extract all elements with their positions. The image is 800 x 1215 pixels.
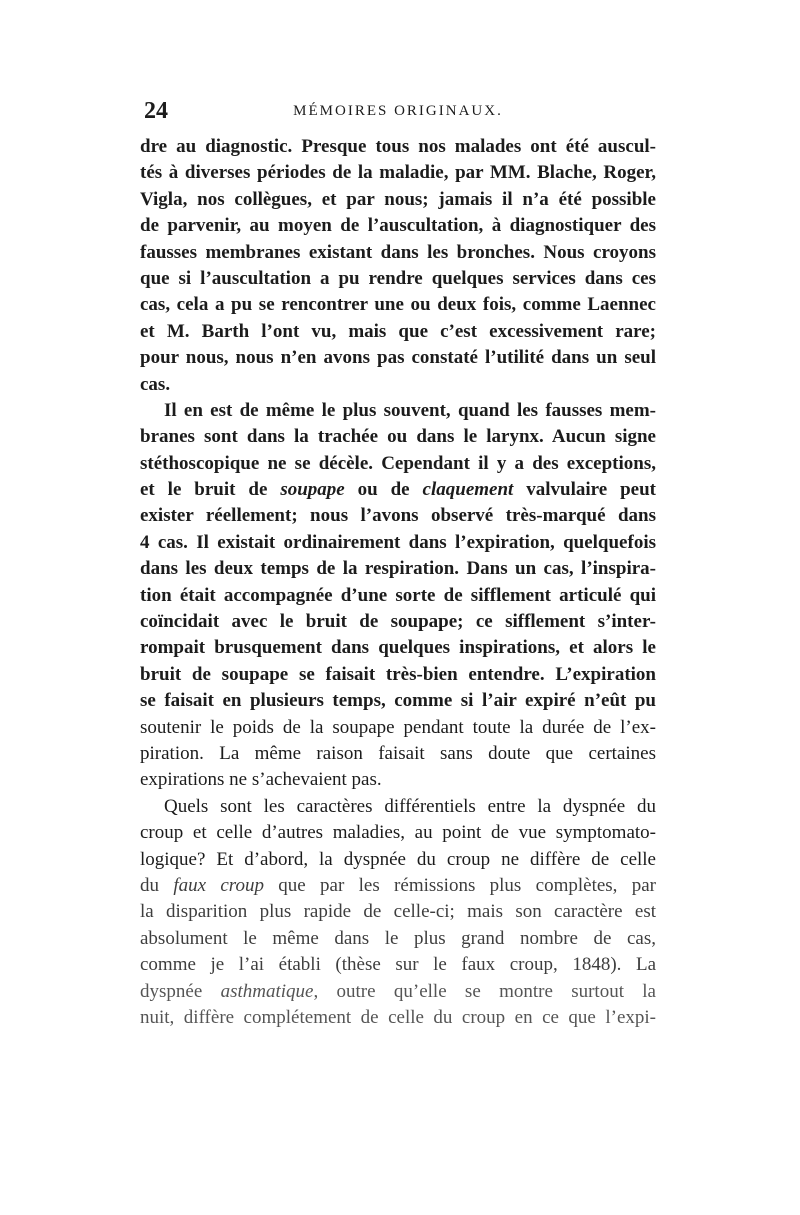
text-line: soutenir le poids de la soupape pendant toute la durée de l’ex- — [140, 716, 656, 738]
text-segment: valvulaire peut — [513, 479, 656, 501]
text-line: et M. Barth l’ont vu, mais que c’est excessivement rare; — [140, 320, 656, 342]
text-segment: du — [140, 874, 174, 896]
text-segment: dyspnée — [140, 980, 221, 1002]
text-segment: , outre qu’elle se montre surtout la — [313, 980, 656, 1002]
text-line: 4 cas. Il existait ordinairement dans l’expiration, quelquefois — [140, 531, 656, 553]
text-line — [140, 979, 656, 1005]
text-line: Quels sont les caractères différentiels entre la dyspnée du — [164, 795, 656, 817]
text-line: se faisait en plusieurs temps, comme si l’air expiré n’eût pu — [140, 690, 656, 712]
text-line: rompait brusquement dans quelques inspirations, et alors le — [140, 637, 656, 659]
text-line: tion était accompagnée d’une sorte de sifflement articulé qui — [140, 584, 656, 606]
text-segment: ou de — [344, 479, 423, 501]
text-line: la disparition plus rapide de celle-ci; mais son caractère est — [140, 901, 656, 923]
text-line: croup et celle d’autres maladies, au point de vue symptomato- — [140, 822, 656, 844]
text-segment: que par les rémissions plus complètes, par — [263, 874, 656, 896]
text-line: stéthoscopique ne se décèle. Cependant il y a des exceptions, — [140, 452, 656, 474]
text-line: pour nous, nous n’en avons pas constaté l’utilité dans un seul — [140, 347, 656, 369]
running-title: MÉMOIRES ORIGINAUX. — [293, 103, 503, 119]
text-line: branes sont dans la trachée ou dans le larynx. Aucun signe — [140, 426, 656, 448]
text-line: piration. La même raison faisait sans doute que certaines — [140, 742, 656, 764]
italic-term: soupape — [280, 479, 345, 501]
page-number: 24 — [144, 98, 168, 124]
italic-term: asthmatique — [220, 980, 314, 1002]
text-line: cas, cela a pu se rencontrer une ou deux fois, comme Laennec — [140, 294, 656, 316]
page-header — [140, 96, 656, 126]
text-line: Il en est de même le plus souvent, quand les fausses mem- — [164, 399, 656, 421]
text-line — [140, 873, 656, 899]
text-line: de parvenir, au moyen de l’auscultation, à diagnostiquer des — [140, 215, 656, 237]
text-line: dans les deux temps de la respiration. Dans un cas, l’inspira- — [140, 558, 656, 580]
text-line: expirations ne s’achevaient pas. — [140, 769, 382, 791]
text-line: coïncidait avec le bruit de soupape; ce sifflement s’inter- — [140, 611, 656, 633]
text-line — [140, 477, 656, 503]
paragraph-1 — [140, 134, 656, 398]
italic-term: claquement — [422, 479, 514, 501]
paragraph-3 — [140, 794, 656, 1032]
text-line: comme je l’ai établi (thèse sur le faux croup, 1848). La — [140, 954, 656, 976]
italic-term: faux croup — [173, 874, 264, 896]
text-line: absolument le même dans le plus grand nombre de cas, — [140, 927, 656, 949]
text-line: fausses membranes existant dans les bronches. Nous croyons — [140, 241, 656, 263]
text-line: exister réellement; nous l’avons observé très-marqué dans — [140, 505, 656, 527]
body-text — [140, 134, 656, 1031]
paragraph-2 — [140, 398, 656, 794]
text-line: dre au diagnostic. Presque tous nos malades ont été auscul- — [140, 136, 656, 157]
text-line: Vigla, nos collègues, et par nous; jamais il n’a été possible — [140, 188, 656, 210]
text-line: logique? Et d’abord, la dyspnée du croup ne diffère de celle — [140, 848, 656, 870]
text-line: bruit de soupape se faisait très-bien entendre. L’expiration — [140, 663, 656, 685]
text-line: que si l’auscultation a pu rendre quelques services dans ces — [140, 267, 656, 289]
text-line: tés à diverses périodes de la maladie, par MM. Blache, Roger, — [140, 162, 656, 184]
text-line: cas. — [140, 373, 171, 395]
text-line: nuit, diffère complétement de celle du croup en ce que l’expi- — [140, 1006, 656, 1028]
text-segment: et le bruit de — [140, 479, 281, 501]
